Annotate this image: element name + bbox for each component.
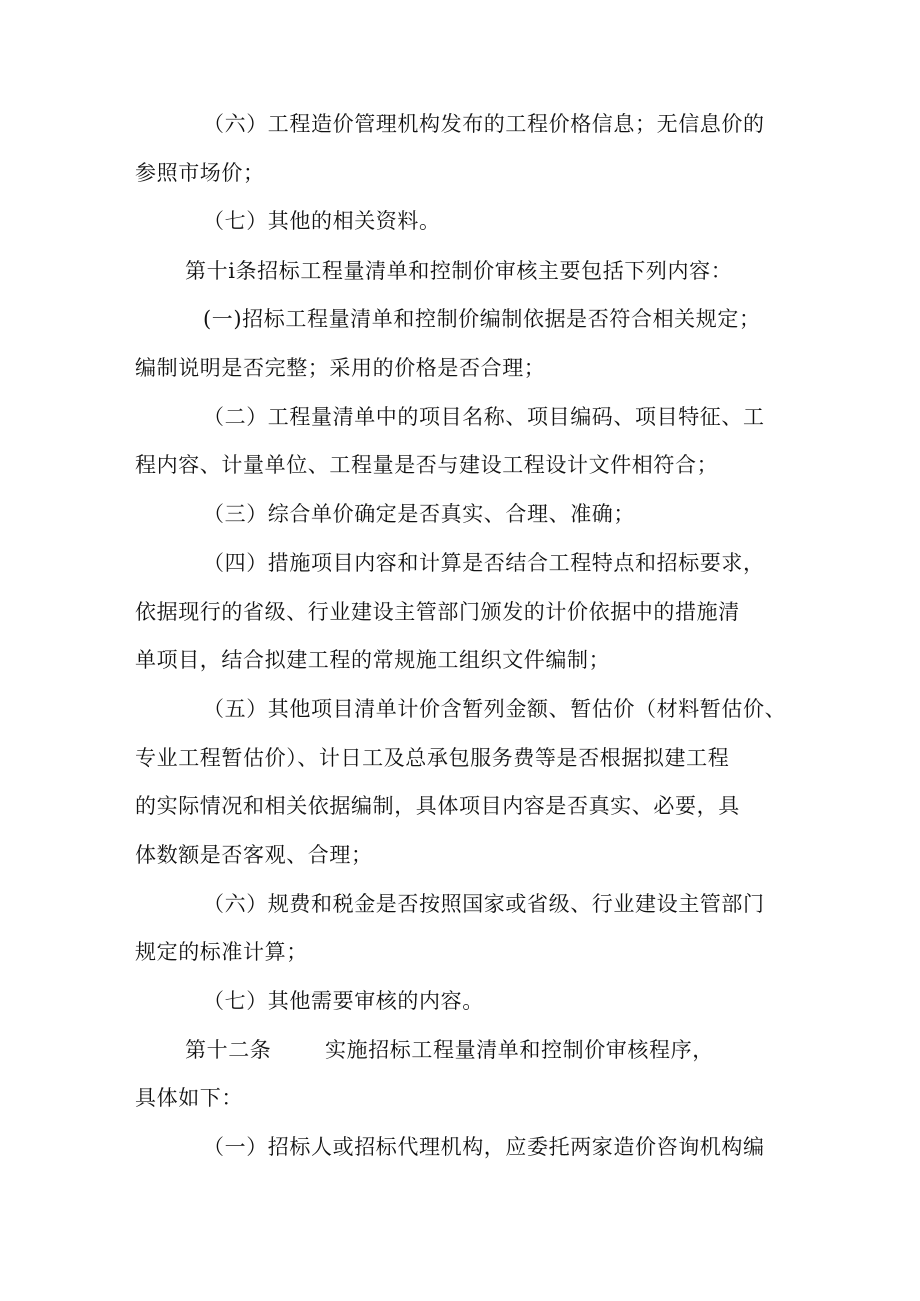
paragraph-line: 依据现行的省级、行业建设主管部门颁发的计价依据中的措施清: [135, 600, 740, 624]
paragraph-line: （二）工程量清单中的项目名称、项目编码、项目特征、工: [203, 405, 765, 429]
article-heading-text: 实施招标工程量清单和控制价审核程序，: [325, 1038, 714, 1062]
paragraph-line: (一)招标工程量清单和控制价编制依据是否符合相关规定；: [203, 307, 761, 331]
paragraph-line: 规定的标准计算；: [135, 940, 308, 964]
article-heading: 第十i条招标工程量清单和控制价审核主要包括下列内容：: [185, 259, 733, 283]
paragraph-line: （七）其他的相关资料。: [203, 209, 441, 233]
paragraph-line: 编制说明是否完整；采用的价格是否合理；: [135, 356, 546, 380]
paragraph-line: 专业工程暂估价）、计日工及总承包服务费等是否根据拟建工程: [135, 746, 730, 770]
paragraph-line: （六）规费和税金是否按照国家或省级、行业建设主管部门: [203, 892, 765, 916]
paragraph-line: （六）工程造价管理机构发布的工程价格信息；无信息价的: [203, 112, 765, 136]
paragraph-line: 具体如下：: [135, 1086, 243, 1110]
paragraph-line: （三）综合单价确定是否真实、合理、准确；: [203, 502, 635, 526]
paragraph-line: （四）措施项目内容和计算是否结合工程特点和招标要求，: [203, 551, 765, 575]
paragraph-line: 程内容、计量单位、工程量是否与建设工程设计文件相符合；: [135, 453, 719, 477]
paragraph-line: 体数额是否客观、合理；: [135, 843, 373, 867]
paragraph-line: 单项目，结合拟建工程的常规施工组织文件编制；: [135, 648, 611, 672]
paragraph-line: （五）其他项目清单计价含暂列金额、暂估价（材料暂估价、: [203, 697, 787, 721]
paragraph-line: 参照市场价；: [135, 161, 265, 185]
paragraph-line: （七）其他需要审核的内容。: [203, 989, 484, 1013]
article-heading: 第十二条: [185, 1038, 272, 1062]
paragraph-line: （一）招标人或招标代理机构，应委托两家造价咨询机构编: [203, 1135, 765, 1159]
paragraph-line: 的实际情况和相关依据编制，具体项目内容是否真实、必要，具: [135, 794, 740, 818]
